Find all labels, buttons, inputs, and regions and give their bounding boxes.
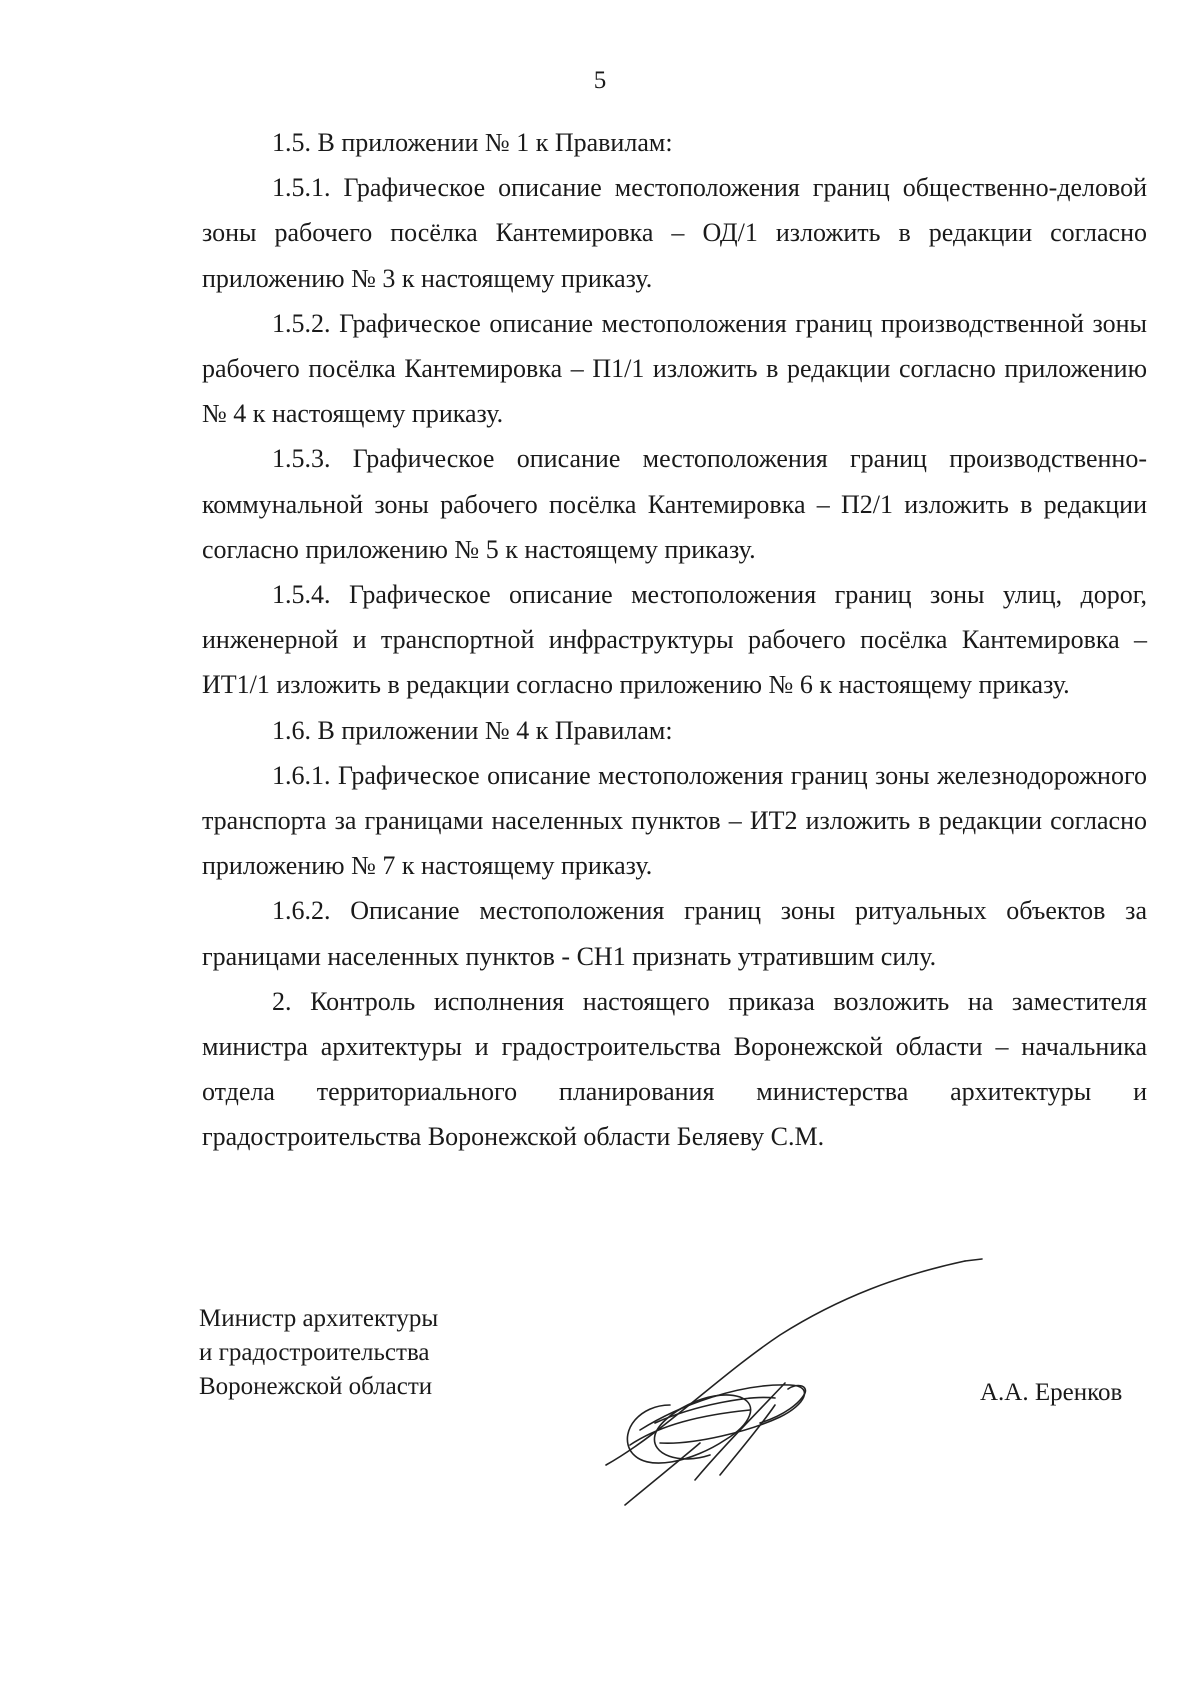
handwritten-signature (600, 1255, 990, 1520)
signatory-title-line: Воронежской области (199, 1373, 433, 1400)
signatory-title-line: и градостроительства (199, 1339, 430, 1366)
paragraph-1-5-4: 1.5.4. Графическое описание местоположения границ зоны улиц, дорог, инженерной и транспортной инфраструктуры рабочего посёлка Кантемировка – ИТ1/1 изложить в редакции согласно приложению № 6 к настоящему приказу. (202, 580, 1147, 700)
paragraph-1-5-3: 1.5.3. Графическое описание местоположения границ производственно-коммунальной зоны рабочего посёлка Кантемировка – П2/1 изложить в редакции согласно приложению № 5 к настоящему приказу. (202, 444, 1147, 564)
document-body (202, 120, 1147, 1160)
paragraph-1-5-1: 1.5.1. Графическое описание местоположения границ общественно-деловой зоны рабочего посёлка Кантемировка – ОД/1 изложить в редакции согласно приложению № 3 к настоящему приказу. (202, 173, 1147, 293)
paragraph-1-6-2: 1.6.2. Описание местоположения границ зоны ритуальных объектов за границами населенных пунктов - СН1 признать утратившим силу. (202, 896, 1147, 971)
signatory-name: А.А. Еренков (980, 1379, 1123, 1406)
paragraph-2: 2. Контроль исполнения настоящего приказа возложить на заместителя министра архитектуры и градостроительства Воронежской области – начальника отдела территориального планирования министерства архитектуры и градостроительства Воронежской области Беляеву С.М. (202, 986, 1147, 1152)
page-number: 5 (593, 67, 607, 94)
signatory-title-line: Министр архитектуры (199, 1305, 439, 1332)
signatory-title (199, 1302, 438, 1404)
paragraph-1-5-2: 1.5.2. Графическое описание местоположения границ производственной зоны рабочего посёлка Кантемировка – П1/1 изложить в редакции согласно приложению № 4 к настоящему приказу. (202, 308, 1147, 429)
paragraph-1-5: 1.5. В приложении № 1 к Правилам: (272, 128, 673, 157)
paragraph-1-6: 1.6. В приложении № 4 к Правилам: (272, 715, 673, 745)
paragraph-1-6-1: 1.6.1. Графическое описание местоположения границ зоны железнодорожного транспорта за границами населенных пунктов – ИТ2 изложить в редакции согласно приложению № 7 к настоящему приказу. (202, 760, 1147, 881)
